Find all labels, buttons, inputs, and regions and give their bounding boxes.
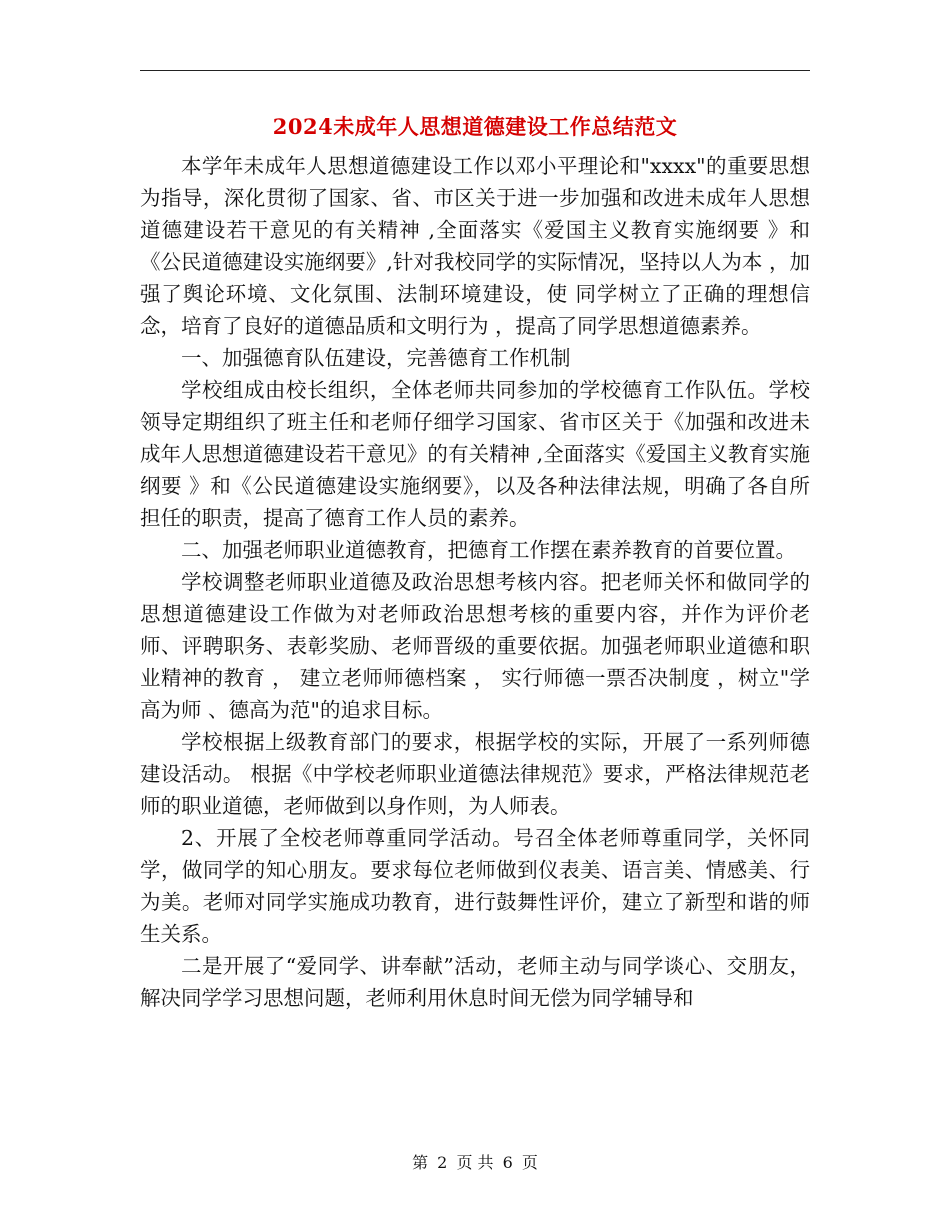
document-title: 2024未成年人思想道德建设工作总结范文 <box>272 114 678 139</box>
footer-current-page: 2 <box>437 1153 448 1172</box>
paragraph: 学校根据上级教育部门的要求，根据学校的实际，开展了一系列师德建设活动。 根据《中学校老师职业道德法律规范》要求，严格法律规范老师的职业道德，老师做到以身作则，为人师表。 <box>140 730 810 818</box>
paragraph: 二是开展了“爱同学、讲奉献”活动，老师主动与同学谈心、交朋友，解决同学学习思想问题，老师利用休息时间无偿为同学辅导和 <box>140 954 810 1010</box>
section-heading-2: 二、加强老师职业道德教育，把德育工作摆在素养教育的首要位置。 <box>181 538 796 562</box>
page-footer <box>0 1151 950 1175</box>
section-heading-1: 一、加强德育队伍建设，完善德育工作机制 <box>181 346 571 370</box>
header-rule <box>140 70 810 71</box>
footer-prefix: 第 <box>412 1153 429 1172</box>
footer-middle: 页 共 <box>456 1153 494 1172</box>
footer-total-pages: 6 <box>502 1153 513 1172</box>
paragraph: 学校调整老师职业道德及政治思想考核内容。把老师关怀和做同学的思想道德建设工作做为对老师政治思想考核的重要内容，并作为评价老师、评聘职务、表彰奖励、老师晋级的重要依据。加强老师职业道德和职业精神的教育 ， 建立老师师德档案 ， 实行师德一票否决制度 ，树立"学高为师 、德高为范"的追求目标。 <box>140 570 810 722</box>
paragraph: 2、开展了全校老师尊重同学活动。号召全体老师尊重同学，关怀同学，做同学的知心朋友。要求每位老师做到仪表美、语言美、情感美、行为美。老师对同学实施成功教育，进行鼓舞性评价，建立了新型和谐的师生关系。 <box>140 826 810 946</box>
document-body <box>140 150 810 1014</box>
paragraph: 学校组成由校长组织，全体老师共同参加的学校德育工作队伍。学校领导定期组织了班主任和老师仔细学习国家、省市区关于《加强和改进未成年人思想道德建设若干意见》的有关精神 ,全面落实《爱国主义教育实施纲要 》和《公民道德建设实施纲要》，以及各种法律法规，明确了各自所担任的职责，提高了德育工作人员的素养。 <box>140 378 810 530</box>
footer-suffix: 页 <box>521 1153 538 1172</box>
paragraph-intro: 本学年未成年人思想道德建设工作以邓小平理论和"xxxx"的重要思想为指导，深化贯彻了国家、省、市区关于进一步加强和改进未成年人思想道德建设若干意见的有关精神 ,全面落实《爱国主义教育实施纲要 》和《公民道德建设实施纲要》,针对我校同学的实际情况，坚持以人为本 ，加强了舆论环境、文化氛围、法制环境建设，使 同学树立了正确的理想信念，培育了良好的道德品质和文明行为 ，提高了同学思想道德素养。 <box>140 154 810 338</box>
